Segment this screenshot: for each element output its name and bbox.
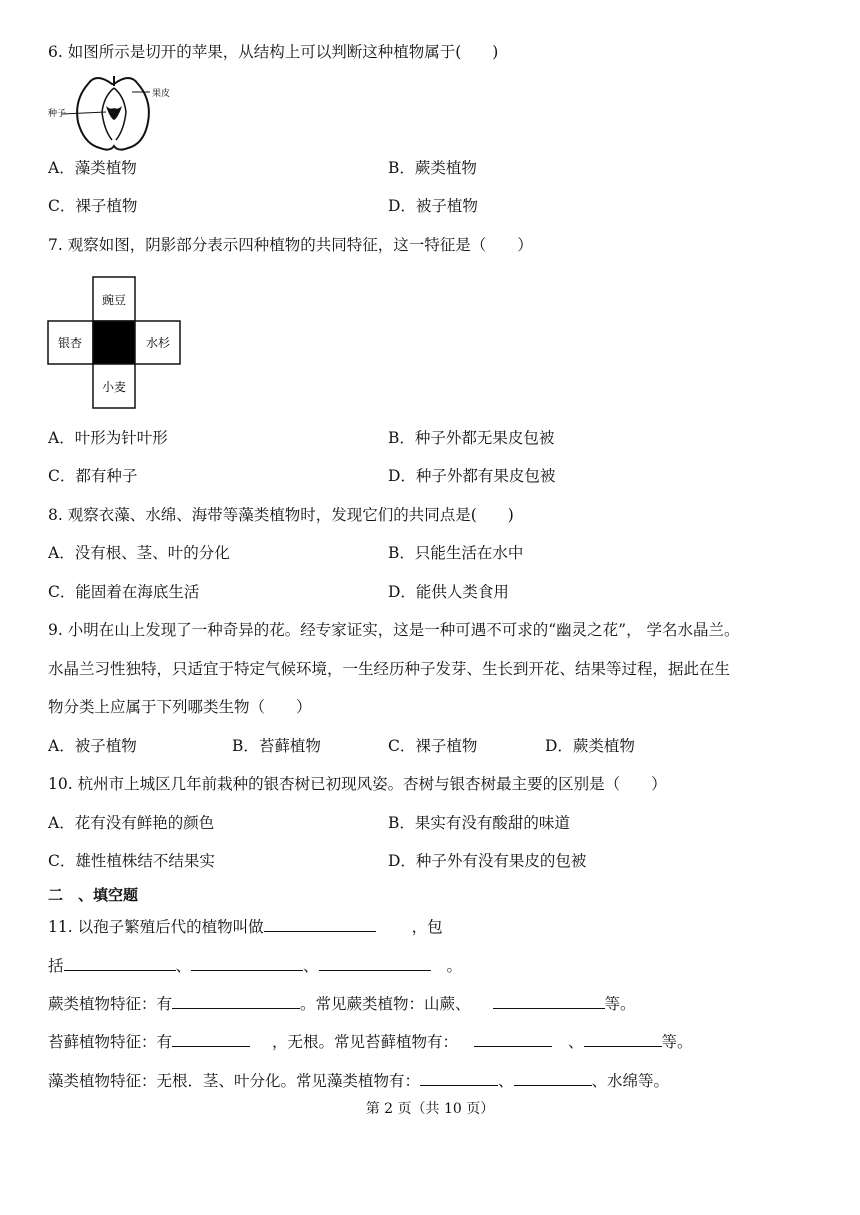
q8-stem: 8. 观察衣藻、水绵、海带等藻类植物时，发现它们的共同点是( ) <box>48 506 514 524</box>
q11-line2-text: 括 <box>48 957 64 975</box>
q9-option-a: A．被子植物 <box>48 737 137 755</box>
q9-stem-line1: 9. 小明在山上发现了一种奇异的花。经专家证实，这是一种可遇不可求的“幽灵之花”， 学名水晶兰。 <box>48 621 740 639</box>
answer-blank[interactable] <box>584 1032 662 1047</box>
separator: 、 <box>175 957 192 975</box>
period: 。 <box>446 957 463 975</box>
q8-option-d: D．能供人类食用 <box>388 583 509 601</box>
fern-feature-text: 蕨类植物特征：有 <box>48 995 173 1013</box>
pea-label: 豌豆 <box>101 293 127 307</box>
q10-option-b: B．果实有没有酸甜的味道 <box>388 814 570 832</box>
q7-stem: 7. 观察如图，阴影部分表示四种植物的共同特征，这一特征是（ ） <box>48 236 533 254</box>
answer-blank[interactable] <box>319 956 431 971</box>
answer-blank[interactable] <box>64 956 176 971</box>
seed-label: 种子 <box>48 109 67 119</box>
peel-label: 果皮 <box>152 89 171 99</box>
q11-line4 <box>48 1032 693 1052</box>
answer-blank[interactable] <box>514 1071 592 1086</box>
q11-line1-text: 11. 以孢子繁殖后代的植物叫做 <box>48 918 264 936</box>
answer-blank[interactable] <box>474 1032 552 1047</box>
q7-option-d: D．种子外都有果皮包被 <box>388 467 556 485</box>
q9-option-d: D．蕨类植物 <box>545 737 635 755</box>
q6-option-c: C．裸子植物 <box>48 197 138 215</box>
etc-text: 等。 <box>604 995 636 1013</box>
q11-line5 <box>48 1071 669 1091</box>
q6-option-d: D．被子植物 <box>388 197 478 215</box>
q6-option-b: B．蕨类植物 <box>388 159 477 177</box>
q9-option-c: C．裸子植物 <box>388 737 478 755</box>
q11-line3 <box>48 994 636 1014</box>
answer-blank[interactable] <box>264 917 376 932</box>
metasequoia-label: 水杉 <box>145 336 171 350</box>
answer-blank[interactable] <box>420 1071 498 1086</box>
q8-option-b: B．只能生活在水中 <box>388 544 524 562</box>
apple-cross-section-figure <box>44 74 184 154</box>
separator: 、 <box>498 1072 514 1090</box>
q10-stem: 10. 杭州市上城区几年前栽种的银杏树已初现风姿。杏树与银杏树最主要的区别是（ ） <box>48 775 667 793</box>
q11-line2 <box>48 956 462 976</box>
separator: 、 <box>568 1033 584 1051</box>
plant-feature-cross-diagram <box>46 276 182 410</box>
fern-common-text: 。常见蕨类植物：山蕨、 <box>300 995 471 1013</box>
q10-option-d: D．种子外有没有果皮的包被 <box>388 852 587 870</box>
algae-tail-text: 、水绵等。 <box>591 1072 670 1090</box>
q9-stem-line3: 物分类上应属于下列哪类生物（ ） <box>48 698 312 716</box>
q7-option-b: B．种子外都无果皮包被 <box>388 429 555 447</box>
q9-stem-line2: 水晶兰习性独特，只适宜于特定气候环境，一生经历种子发芽、生长到开花、结果等过程，据此在生 <box>48 660 731 678</box>
q7-option-a: A．叶形为针叶形 <box>48 429 168 447</box>
answer-blank[interactable] <box>172 1032 250 1047</box>
q11-line1-tail: ，包 <box>411 918 443 936</box>
moss-common-text: ，无根。常见苔藓植物有： <box>272 1033 459 1051</box>
answer-blank[interactable] <box>493 994 605 1009</box>
q6-stem: 6. 如图所示是切开的苹果，从结构上可以判断这种植物属于( ) <box>48 43 499 61</box>
q6-option-a: A．藻类植物 <box>48 159 137 177</box>
separator: 、 <box>303 957 319 975</box>
wheat-label: 小麦 <box>101 380 127 394</box>
algae-feature-text: 藻类植物特征：无根．茎、叶分化。常见藻类植物有： <box>48 1072 421 1090</box>
etc-text: 等。 <box>661 1033 693 1051</box>
q8-option-c: C．能固着在海底生活 <box>48 583 200 601</box>
section-heading-fill-in: 二 、填空题 <box>48 886 139 904</box>
ginkgo-label: 银杏 <box>57 336 83 350</box>
q8-option-a: A．没有根、茎、叶的分化 <box>48 544 230 562</box>
q10-option-c: C．雄性植株结不结果实 <box>48 852 215 870</box>
answer-blank[interactable] <box>172 994 300 1009</box>
q10-option-a: A．花有没有鲜艳的颜色 <box>48 814 215 832</box>
q7-option-c: C．都有种子 <box>48 467 138 485</box>
moss-feature-text: 苔藓植物特征：有 <box>48 1033 173 1051</box>
q11-line1 <box>48 917 443 937</box>
page-footer: 第 2 页（共 10 页） <box>365 1101 495 1117</box>
q9-option-b: B．苔藓植物 <box>232 737 321 755</box>
answer-blank[interactable] <box>191 956 303 971</box>
